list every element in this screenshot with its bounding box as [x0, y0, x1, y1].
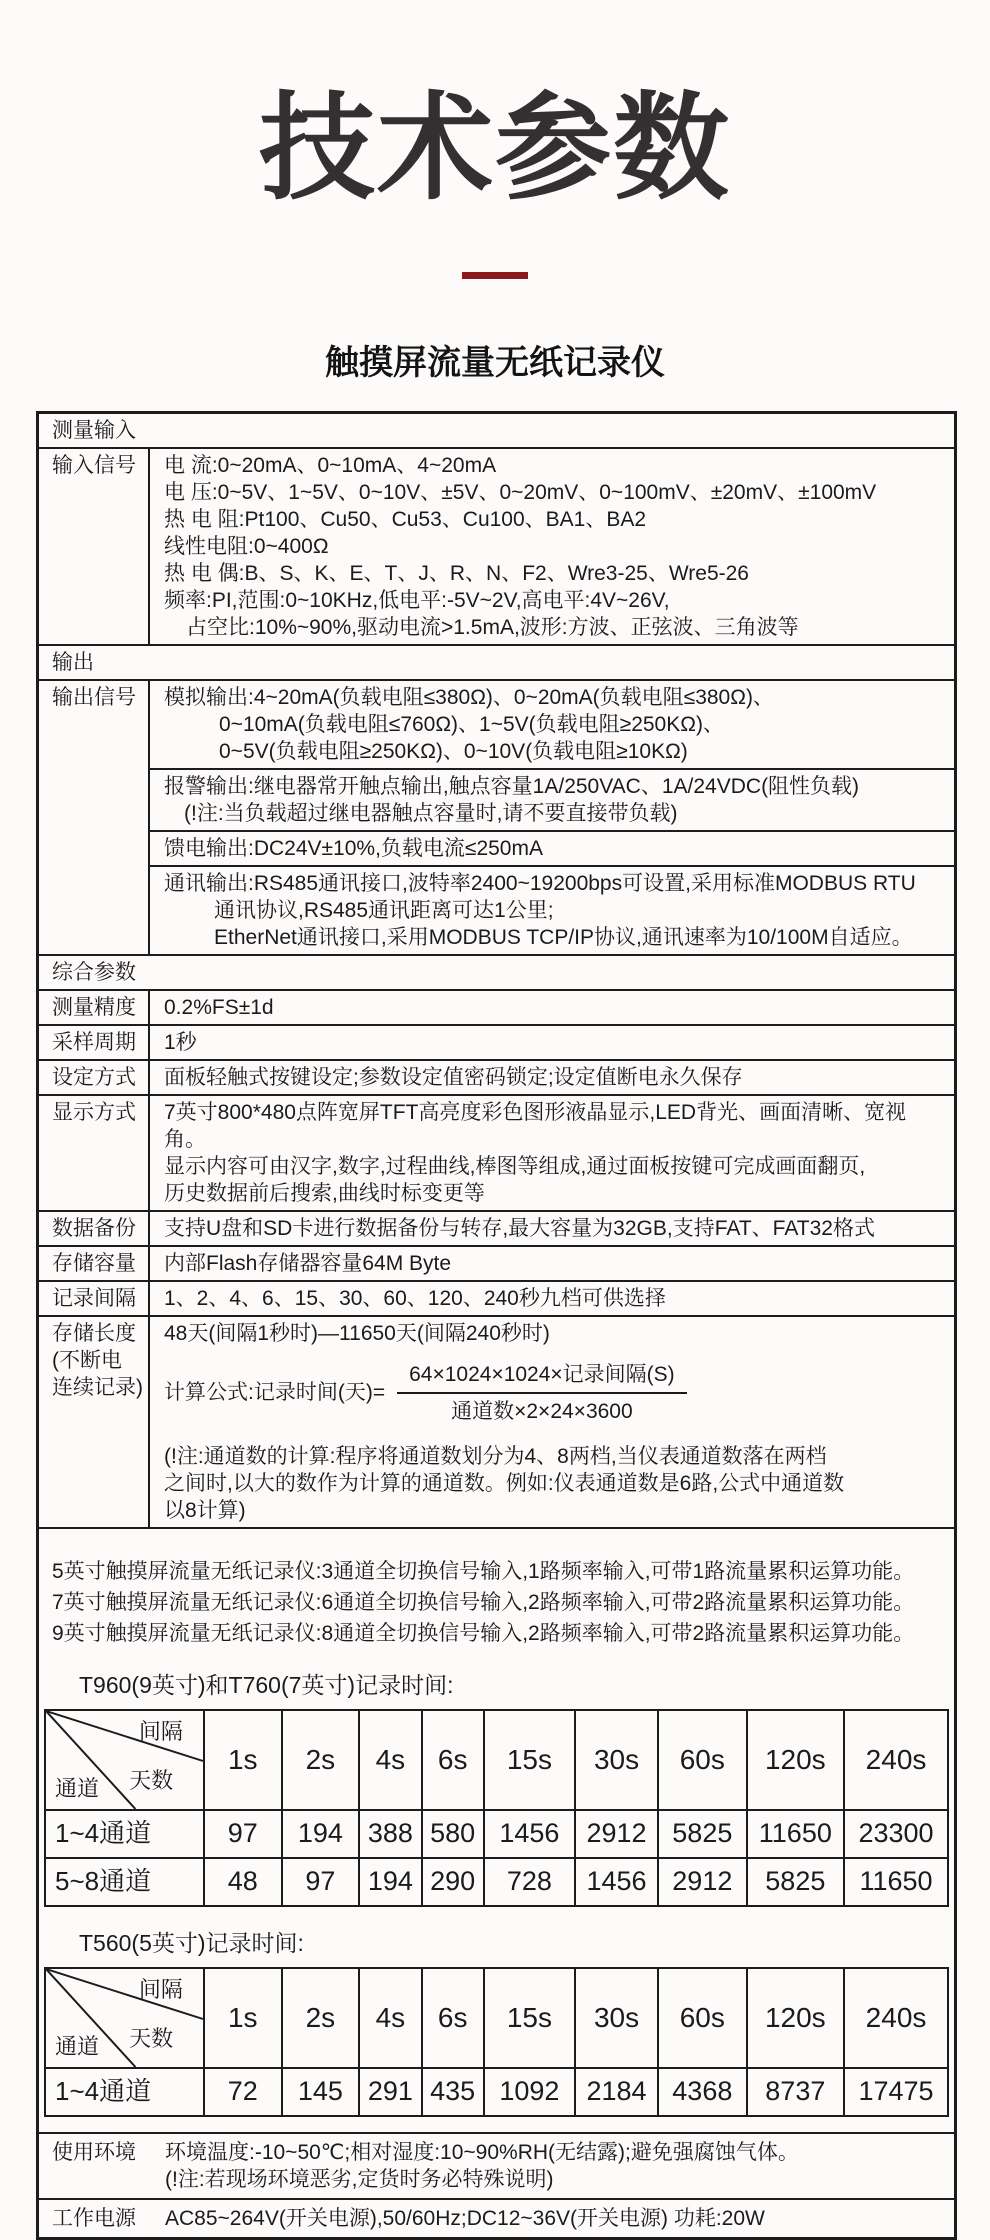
record-days-cell: 290: [422, 1858, 484, 1906]
formula-denominator: 通道数×2×24×3600: [451, 1399, 633, 1423]
row-value: [150, 1096, 954, 1210]
interval-column-header: 15s: [484, 1968, 575, 2068]
value-line: 热 电 阻:Pt100、Cu50、Cu53、Cu100、BA1、BA2: [164, 507, 647, 531]
record-days-cell: 435: [422, 2068, 484, 2116]
value-line: 线性电阻:0~400Ω: [164, 534, 329, 558]
page: [0, 83, 990, 2240]
interval-column-header: 60s: [658, 1710, 746, 1810]
row-value: 0.2%FS±1d: [164, 995, 274, 1019]
value-line: 频率:PI,范围:0~10KHz,低电平:-5V~2V,高电平:4V~26V,: [164, 588, 670, 612]
section-header-measure-input: 测量输入: [39, 414, 954, 449]
row-label: [39, 1317, 150, 1527]
row-sampling: [39, 1026, 954, 1061]
row-value: 1、2、4、6、15、30、60、120、240秒九档可供选择: [164, 1286, 666, 1310]
interval-column-header: 4s: [359, 1710, 421, 1810]
subrow-comm-output: [150, 867, 954, 954]
record-days-cell: 580: [422, 1810, 484, 1858]
row-value: [150, 1317, 954, 1527]
row-label: 设定方式: [39, 1061, 150, 1094]
value-line: 历史数据前后搜索,曲线时标变更等: [164, 1181, 485, 1205]
record-days-cell: 1456: [575, 1858, 658, 1906]
row-storage-length: [39, 1317, 954, 1529]
row-value: [165, 2139, 950, 2193]
section-header-output: 输出: [39, 646, 954, 681]
interval-column-header: 240s: [844, 1710, 948, 1810]
row-label: 数据备份: [39, 1212, 150, 1245]
record-days-cell: 5825: [658, 1810, 746, 1858]
value-line: 电 压:0~5V、1~5V、0~10V、±5V、0~20mV、0~100mV、±20mV、±100mV: [164, 480, 877, 504]
record-row: [45, 1810, 948, 1858]
value-line: 通讯输出:RS485通讯接口,波特率2400~19200bps可设置,采用标准MODBUS RTU: [164, 871, 916, 895]
interval-column-header: 1s: [204, 1968, 282, 2068]
diag-label-channel: 通道: [55, 1775, 100, 1801]
record-days-cell: 1456: [484, 1810, 575, 1858]
record-table-t560: [44, 1967, 949, 2117]
interval-column-header: 6s: [422, 1710, 484, 1810]
channel-row-label: 5~8通道: [45, 1858, 204, 1906]
row-setting: [39, 1061, 954, 1096]
record-days-cell: 97: [282, 1858, 360, 1906]
record-days-cell: 17475: [844, 2068, 948, 2116]
record-days-cell: 97: [204, 1810, 282, 1858]
title-divider: [462, 272, 528, 279]
row-label: 使用环境: [52, 2140, 136, 2164]
page-subtitle: 触摸屏流量无纸记录仪: [325, 343, 665, 382]
record-days-cell: 23300: [844, 1810, 948, 1858]
value-line: 电 流:0~20mA、0~10mA、4~20mA: [164, 453, 497, 477]
row-accuracy: [39, 991, 954, 1026]
row-display: [39, 1096, 954, 1212]
record-days-cell: 291: [359, 2068, 421, 2116]
formula-numerator: 64×1024×1024×记录间隔(S): [397, 1361, 687, 1394]
interval-column-header: 2s: [282, 1968, 360, 2068]
value-line: 模拟输出:4~20mA(负载电阻≤380Ω)、0~20mA(负载电阻≤380Ω)、: [164, 685, 774, 709]
storage-range: 48天(间隔1秒时)—11650天(间隔240秒时): [164, 1321, 550, 1345]
interval-column-header: 60s: [658, 1968, 746, 2068]
label-line: (不断电: [52, 1348, 122, 1372]
row-label: 输出信号: [39, 681, 150, 954]
label-line: 存储长度: [52, 1321, 136, 1345]
row-input-signal: [39, 449, 954, 646]
models-note: 9英寸触摸屏流量无纸记录仪:8通道全切换信号输入,2路频率输入,可带2路流量累积运算功能。: [52, 1621, 915, 1645]
formula-prefix: 计算公式:记录时间(天)=: [164, 1381, 386, 1405]
record-days-cell: 2184: [575, 2068, 658, 2116]
channel-row-label: 1~4通道: [45, 2068, 204, 2116]
value-line: 7英寸800*480点阵宽屏TFT高亮度彩色图形液晶显示,LED背光、画面清晰、宽视角。: [164, 1100, 907, 1151]
value-line: 显示内容可由汉字,数字,过程曲线,棒图等组成,通过面板按键可完成画面翻页,: [164, 1154, 866, 1178]
interval-column-header: 2s: [282, 1710, 360, 1810]
record-days-cell: 8737: [747, 2068, 845, 2116]
record-row: [45, 2068, 948, 2116]
row-output-signal: [39, 681, 954, 956]
record-days-cell: 145: [282, 2068, 360, 2116]
section-header-general: 综合参数: [39, 956, 954, 991]
interval-column-header: 4s: [359, 1968, 421, 2068]
value-line: (!注:当负载超过继电器触点容量时,请不要直接带负载): [184, 801, 678, 825]
interval-column-header: 240s: [844, 1968, 948, 2068]
models-note: 7英寸触摸屏流量无纸记录仪:6通道全切换信号输入,2路频率输入,可带2路流量累积运算功能。: [52, 1590, 915, 1614]
row-value: 1秒: [164, 1030, 197, 1054]
subrow-analog-output: [150, 681, 954, 770]
row-value: 面板轻触式按键设定;参数设定值密码锁定;设定值断电永久保存: [164, 1065, 743, 1089]
value-line: (!注:若现场环境恶劣,定货时务必特殊说明): [165, 2167, 554, 2191]
channel-row-label: 1~4通道: [45, 1810, 204, 1858]
interval-column-header: 30s: [575, 1968, 658, 2068]
record-days-cell: 4368: [658, 2068, 746, 2116]
value-line: 0~5V(负载电阻≥250KΩ)、0~10V(负载电阻≥10KΩ): [219, 739, 688, 763]
record-days-cell: 5825: [747, 1858, 845, 1906]
record-days-cell: 2912: [575, 1810, 658, 1858]
diag-header-cell: [45, 1710, 204, 1810]
row-environment: [39, 2132, 954, 2198]
output-signal-subrows: [150, 681, 954, 954]
record-table-title-t960: T960(9英寸)和T760(7英寸)记录时间:: [79, 1671, 454, 1698]
value-line: 以8计算): [164, 1498, 246, 1522]
row-power: [39, 2198, 954, 2237]
value-line: 0~10mA(负载电阻≤760Ω)、1~5V(负载电阻≥250KΩ)、: [219, 712, 724, 736]
interval-column-header: 120s: [747, 1968, 845, 2068]
row-label: 测量精度: [39, 991, 150, 1024]
value-line: 通讯协议,RS485通讯距离可达1公里;: [214, 898, 554, 922]
diag-header-cell: [45, 1968, 204, 2068]
models-section: [39, 1529, 954, 2237]
record-days-cell: 388: [359, 1810, 421, 1858]
spec-table: [36, 411, 957, 2240]
row-label: 显示方式: [39, 1096, 150, 1210]
subrow-feed-output: [150, 832, 954, 867]
diag-label-days: 天数: [129, 1767, 174, 1793]
record-days-cell: 194: [359, 1858, 421, 1906]
value-line: 热 电 偶:B、S、K、E、T、J、R、N、F2、Wre3-25、Wre5-26: [164, 561, 749, 585]
row-backup: [39, 1212, 954, 1247]
interval-column-header: 30s: [575, 1710, 658, 1810]
value-line: EtherNet通讯接口,采用MODBUS TCP/IP协议,通讯速率为10/100M自适应。: [214, 925, 913, 949]
row-label: 工作电源: [52, 2206, 136, 2230]
interval-column-header: 1s: [204, 1710, 282, 1810]
record-row: [45, 1858, 948, 1906]
value-line: 环境温度:-10~50℃;相对湿度:10~90%RH(无结露);避免强腐蚀气体。: [165, 2140, 799, 2164]
row-value: [150, 449, 954, 644]
record-days-cell: 11650: [747, 1810, 845, 1858]
row-value: 支持U盘和SD卡进行数据备份与转存,最大容量为32GB,支持FAT、FAT32格式: [164, 1216, 875, 1240]
record-days-cell: 48: [204, 1858, 282, 1906]
row-value: AC85~264V(开关电源),50/60Hz;DC12~36V(开关电源) 功耗:20W: [165, 2206, 765, 2230]
label-line: 连续记录): [52, 1375, 143, 1399]
record-days-cell: 728: [484, 1858, 575, 1906]
storage-formula: [164, 1361, 948, 1425]
models-note: 5英寸触摸屏流量无纸记录仪:3通道全切换信号输入,1路频率输入,可带1路流量累积运算功能。: [52, 1559, 915, 1583]
row-label: 输入信号: [39, 449, 150, 644]
record-days-cell: 72: [204, 2068, 282, 2116]
diag-label-interval: 间隔: [138, 1976, 183, 2002]
diag-label-channel: 通道: [55, 2033, 100, 2059]
storage-note: [164, 1443, 948, 1524]
record-header-row: [45, 1968, 948, 2068]
row-label: 记录间隔: [39, 1282, 150, 1315]
value-line: 馈电输出:DC24V±10%,负载电流≤250mA: [164, 836, 543, 860]
row-interval: [39, 1282, 954, 1317]
interval-column-header: 15s: [484, 1710, 575, 1810]
row-value: 内部Flash存储器容量64M Byte: [164, 1251, 452, 1275]
subrow-alarm-output: [150, 770, 954, 832]
interval-column-header: 120s: [747, 1710, 845, 1810]
value-line: 报警输出:继电器常开触点输出,触点容量1A/250VAC、1A/24VDC(阻性负载): [164, 774, 860, 798]
value-line: 占空比:10%~90%,驱动电流>1.5mA,波形:方波、正弦波、三角波等: [186, 615, 799, 639]
record-days-cell: 1092: [484, 2068, 575, 2116]
value-line: (!注:通道数的计算:程序将通道数划分为4、8两档,当仪表通道数落在两档: [164, 1444, 827, 1468]
row-label: 存储容量: [39, 1247, 150, 1280]
page-title: 技术参数: [259, 83, 731, 213]
value-line: 之间时,以大的数作为计算的通道数。例如:仪表通道数是6路,公式中通道数: [164, 1471, 845, 1495]
record-days-cell: 194: [282, 1810, 360, 1858]
record-table-t960: [44, 1709, 949, 1907]
diag-label-interval: 间隔: [138, 1718, 183, 1744]
record-days-cell: 11650: [844, 1858, 948, 1906]
row-capacity: [39, 1247, 954, 1282]
record-header-row: [45, 1710, 948, 1810]
formula-fraction: [397, 1361, 687, 1425]
diag-label-days: 天数: [129, 2025, 174, 2051]
record-table-title-t560: T560(5英寸)记录时间:: [79, 1929, 304, 1956]
record-days-cell: 2912: [658, 1858, 746, 1906]
row-label: 采样周期: [39, 1026, 150, 1059]
interval-column-header: 6s: [422, 1968, 484, 2068]
